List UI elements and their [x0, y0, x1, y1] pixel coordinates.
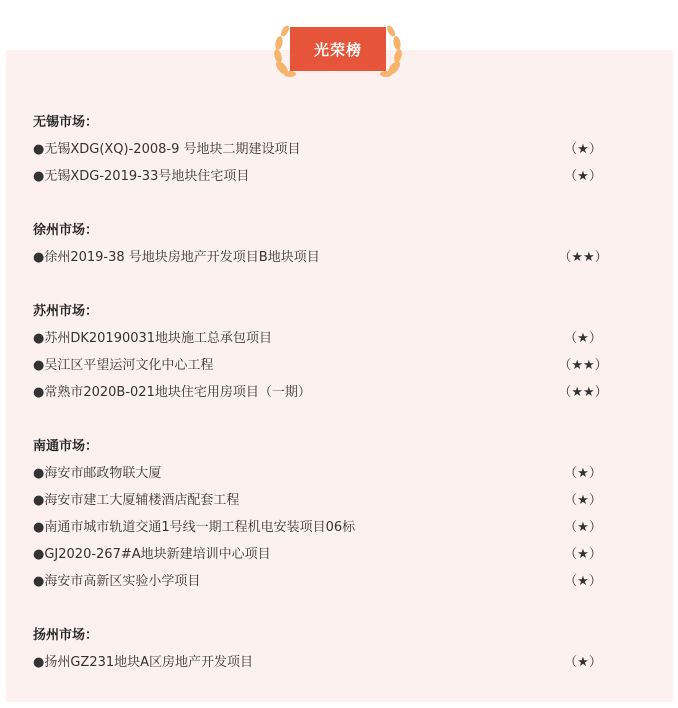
list-item [33, 165, 633, 185]
star-rating: （★） [564, 142, 602, 157]
list-item [33, 462, 633, 482]
project-name: ●海安市建工大厦辅楼酒店配套工程 [33, 493, 240, 508]
project-name: ●吴江区平望运河文化中心工程 [33, 358, 214, 373]
page-title: 光荣榜 [290, 27, 386, 71]
project-name: ●苏州DK20190031地块施工总承包项目 [33, 331, 273, 346]
list-item [33, 327, 633, 347]
market-title: 无锡市场： [33, 115, 99, 130]
project-name: ●南通市城市轨道交通1号线一期工程机电安装项目06标 [33, 520, 356, 535]
project-name: ●常熟市2020B-021地块住宅用房项目（一期） [33, 385, 311, 400]
list-item [33, 543, 633, 563]
list-item [33, 246, 633, 266]
star-rating: （★） [564, 574, 602, 589]
star-rating: （★★） [558, 250, 608, 265]
project-name: ●海安市邮政物联大厦 [33, 466, 162, 481]
star-rating: （★） [564, 331, 602, 346]
star-rating: （★） [564, 655, 602, 670]
project-name: ●GJ2020-267#A地块新建培训中心项目 [33, 547, 271, 562]
star-rating: （★） [564, 169, 602, 184]
market-title: 南通市场： [33, 439, 99, 454]
market-title: 苏州市场： [33, 304, 99, 319]
list-item [33, 516, 633, 536]
project-name: ●扬州GZ231地块A区房地产开发项目 [33, 655, 254, 670]
project-name: ●无锡XDG-2019-33号地块住宅项目 [33, 169, 250, 184]
market-title: 扬州市场： [33, 628, 99, 643]
list-item [33, 570, 633, 590]
star-rating: （★） [564, 493, 602, 508]
list-item [33, 138, 633, 158]
project-name: ●徐州2019-38 号地块房地产开发项目B地块项目 [33, 250, 320, 265]
star-rating: （★） [564, 520, 602, 535]
star-rating: （★） [564, 547, 602, 562]
list-item [33, 651, 633, 671]
star-rating: （★） [564, 466, 602, 481]
star-rating: （★★） [558, 358, 608, 373]
project-name: ●海安市高新区实验小学项目 [33, 574, 201, 589]
list-item [33, 489, 633, 509]
star-rating: （★★） [558, 385, 608, 400]
project-name: ●无锡XDG(XQ)-2008-9 号地块二期建设项目 [33, 142, 301, 157]
market-title: 徐州市场： [33, 223, 99, 238]
list-item [33, 354, 633, 374]
honor-header [268, 16, 408, 82]
list-item [33, 381, 633, 401]
